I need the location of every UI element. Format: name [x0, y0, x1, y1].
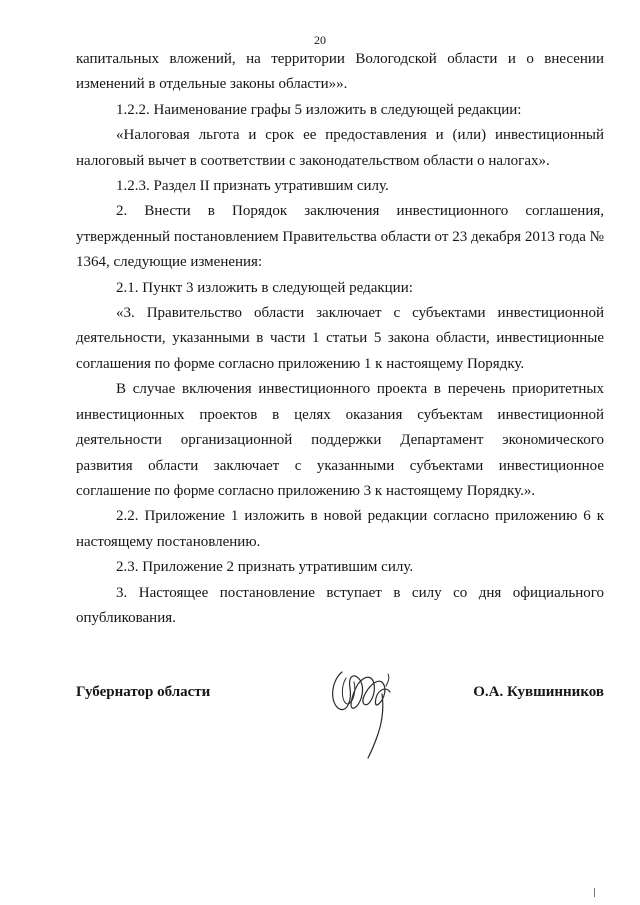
signatory-name: О.А. Кувшинников — [473, 684, 604, 700]
signatory-position: Губернатор области — [76, 684, 211, 700]
paragraph-2-2: 2.2. Приложение 1 изложить в новой редакции согласно приложению 6 к настоящему постановлению. — [76, 508, 604, 550]
paragraph-3: 3. Настоящее постановление вступает в силу со дня официального опубликования. — [76, 584, 604, 626]
handwritten-signature — [326, 664, 396, 764]
scan-edge-mark — [594, 888, 595, 897]
paragraph-2-1: 2.1. Пункт 3 изложить в следующей редакции: — [116, 279, 413, 296]
document-body — [76, 47, 604, 631]
paragraph-tax-benefit-column: «Налоговая льгота и срок ее предоставления и (или) инвестиционный налоговый вычет в соответствии с законодательством области о налогах». — [76, 127, 604, 169]
paragraph-2-3: 2.3. Приложение 2 признать утратившим силу. — [116, 559, 414, 576]
paragraph-1-2-3: 1.2.3. Раздел II признать утратившим силу. — [116, 178, 389, 195]
paragraph-2: 2. Внести в Порядок заключения инвестиционного соглашения, утвержденный постановлением Правительства области от 23 декабря 2013 года № 1364, следующие изменения: — [76, 203, 604, 271]
paragraph-priority-projects: В случае включения инвестиционного проекта в перечень приоритетных инвестиционных проектов в целях оказания субъектам инвестиционной деятельности организационной поддержки Департамент экономического развития области заключает с указанными субъектами инвестиционное соглашение по форме согласно приложению 3 к настоящему Порядку.». — [76, 381, 604, 499]
page-number: 20 — [314, 33, 326, 47]
paragraph-continuation: капитальных вложений, на территории Вологодской области и о внесении изменений в отдельные законы области»». — [76, 51, 604, 93]
paragraph-point-3: «3. Правительство области заключает с субъектами инвестиционной деятельности, указанными в части 1 статьи 5 закона области, инвестиционные соглашения по форме согласно приложению 1 к настоящему Порядку. — [76, 305, 604, 372]
paragraph-1-2-2: 1.2.2. Наименование графы 5 изложить в следующей редакции: — [116, 101, 522, 118]
